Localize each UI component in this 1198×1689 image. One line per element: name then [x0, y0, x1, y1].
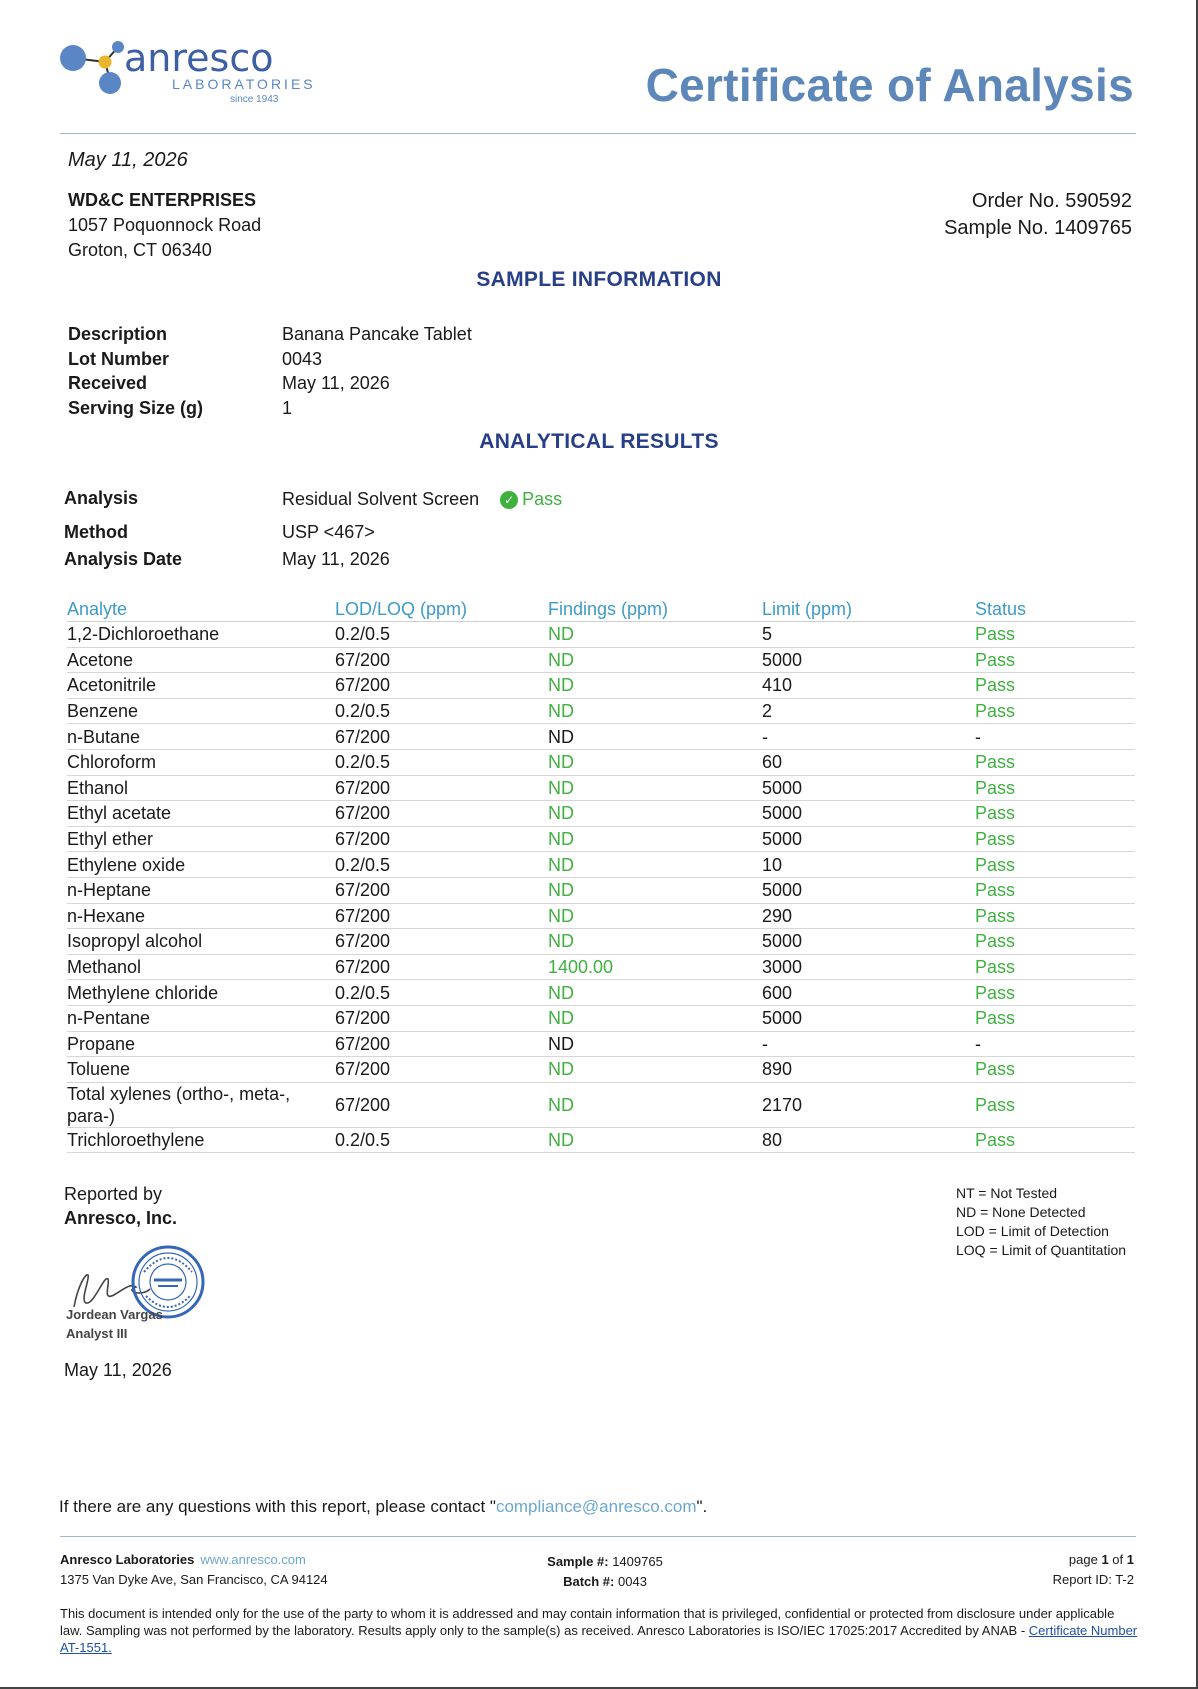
findings-cell: ND [548, 980, 762, 1006]
limit-cell: 5000 [762, 647, 975, 673]
table-row [67, 929, 1135, 955]
reported-by-label: Reported by [64, 1184, 163, 1204]
findings-cell: ND [548, 826, 762, 852]
footer-batch-label: Batch #: [563, 1574, 615, 1589]
analyte-cell: Benzene [67, 698, 335, 724]
client-name: WD&C ENTERPRISES [68, 190, 257, 210]
limit-cell: 80 [762, 1127, 975, 1153]
analyte-cell: n-Pentane [67, 1005, 335, 1031]
results-body [67, 622, 1135, 1153]
status-cell: Pass [975, 749, 1135, 775]
limit-cell: 5000 [762, 826, 975, 852]
column-header-lodloq: LOD/LOQ (ppm) [335, 597, 548, 622]
limit-cell: 60 [762, 749, 975, 775]
lodloq-cell: 67/200 [335, 929, 548, 955]
page-current: 1 [1101, 1552, 1109, 1567]
table-row [67, 1057, 1135, 1083]
lodloq-cell: 0.2/0.5 [335, 852, 548, 878]
status-cell: - [975, 1031, 1135, 1057]
analyte-cell: Chloroform [67, 749, 335, 775]
limit-cell: 2170 [762, 1082, 975, 1127]
analysis-label: Analysis [64, 488, 139, 508]
analysis-value-row [282, 489, 562, 510]
status-cell: Pass [975, 622, 1135, 648]
results-table [67, 597, 1135, 1153]
table-row [67, 826, 1135, 852]
column-header-limit: Limit (ppm) [762, 597, 975, 622]
findings-cell: ND [548, 801, 762, 827]
serving-size-value: 1 [282, 398, 293, 418]
status-cell: Pass [975, 877, 1135, 903]
lodloq-cell: 67/200 [335, 1005, 548, 1031]
findings-cell: ND [548, 724, 762, 750]
page-total: 1 [1126, 1552, 1134, 1567]
serving-size-label: Serving Size (g) [68, 398, 204, 418]
analyte-cell: Isopropyl alcohol [67, 929, 335, 955]
analyte-cell: Methylene chloride [67, 980, 335, 1006]
page-of: of [1112, 1552, 1124, 1567]
column-header-findings: Findings (ppm) [548, 597, 762, 622]
status-cell: Pass [975, 1127, 1135, 1153]
description-label: Description [68, 324, 168, 344]
analyte-cell: Methanol [67, 954, 335, 980]
analytical-results-heading: ANALYTICAL RESULTS [479, 430, 719, 453]
order-info [944, 188, 1132, 242]
analyte-cell: Trichloroethylene [67, 1127, 335, 1153]
table-row [67, 801, 1135, 827]
analyte-cell: Acetone [67, 647, 335, 673]
status-cell: Pass [975, 980, 1135, 1006]
status-cell: Pass [975, 852, 1135, 878]
legend-item: ND = None Detected [956, 1204, 1086, 1220]
method-label: Method [64, 522, 128, 542]
lodloq-cell: 67/200 [335, 1057, 548, 1083]
findings-cell: ND [548, 929, 762, 955]
report-date: May 11, 2026 [68, 149, 188, 171]
lodloq-cell: 0.2/0.5 [335, 698, 548, 724]
signature-date: May 11, 2026 [64, 1360, 172, 1380]
lodloq-cell: 67/200 [335, 673, 548, 699]
logo-subtext: LABORATORIES [172, 76, 316, 92]
footer-batch-value: 0043 [618, 1574, 647, 1589]
header-divider [60, 133, 1136, 134]
findings-cell: ND [548, 622, 762, 648]
lodloq-cell: 0.2/0.5 [335, 749, 548, 775]
disclaimer [60, 1605, 1140, 1656]
analyte-cell: Ethyl acetate [67, 801, 335, 827]
analysis-status [500, 489, 562, 509]
table-row [67, 647, 1135, 673]
certificate-link[interactable]: Certificate Number AT-1551. [60, 1623, 1138, 1655]
status-cell: Pass [975, 1005, 1135, 1031]
column-header-analyte: Analyte [67, 597, 335, 622]
analyte-cell: Ethanol [67, 775, 335, 801]
analyte-cell: Ethyl ether [67, 826, 335, 852]
findings-cell: ND [548, 877, 762, 903]
table-row [67, 980, 1135, 1006]
status-cell: Pass [975, 1057, 1135, 1083]
order-number: Order No. 590592 [971, 190, 1132, 212]
column-header-status: Status [975, 597, 1135, 622]
table-row [67, 1031, 1135, 1057]
limit-cell: 5 [762, 622, 975, 648]
status-cell: Pass [975, 698, 1135, 724]
limit-cell: - [762, 1031, 975, 1057]
table-row [67, 877, 1135, 903]
client-address-line2: Groton, CT 06340 [68, 240, 212, 260]
abbreviation-legend [956, 1184, 1132, 1260]
received-label: Received [68, 373, 148, 393]
analyte-cell: n-Heptane [67, 877, 335, 903]
lodloq-cell: 67/200 [335, 724, 548, 750]
status-cell: Pass [975, 647, 1135, 673]
limit-cell: 5000 [762, 929, 975, 955]
findings-cell: ND [548, 647, 762, 673]
table-row [67, 622, 1135, 648]
lodloq-cell: 0.2/0.5 [335, 622, 548, 648]
analyte-cell: Total xylenes (ortho-, meta-, para-) [67, 1082, 335, 1127]
analyte-cell: n-Hexane [67, 903, 335, 929]
footer-address: 1375 Van Dyke Ave, San Francisco, CA 94124 [60, 1572, 328, 1587]
anresco-logo [60, 38, 320, 113]
findings-cell: ND [548, 1082, 762, 1127]
analyte-cell: Ethylene oxide [67, 852, 335, 878]
status-cell: Pass [975, 673, 1135, 699]
lot-label: Lot Number [68, 349, 169, 369]
table-row [67, 749, 1135, 775]
findings-cell: ND [548, 775, 762, 801]
lot-value: 0043 [282, 349, 323, 369]
contact-suffix: ". [696, 1497, 708, 1516]
status-cell: Pass [975, 826, 1135, 852]
legend-item: NT = Not Tested [956, 1185, 1058, 1201]
analyte-cell: Toluene [67, 1057, 335, 1083]
contact-line [59, 1497, 707, 1517]
lodloq-cell: 67/200 [335, 877, 548, 903]
analyte-cell: Propane [67, 1031, 335, 1057]
footer-sample-label: Sample #: [547, 1554, 609, 1569]
limit-cell: 410 [762, 673, 975, 699]
results-header-row [67, 597, 1135, 622]
findings-cell: ND [548, 1057, 762, 1083]
findings-cell: ND [548, 673, 762, 699]
check-circle-icon: ✓ [500, 491, 518, 509]
analysis-date-label: Analysis Date [64, 549, 183, 569]
table-row [67, 954, 1135, 980]
status-cell: Pass [975, 1082, 1135, 1127]
analyte-cell: n-Butane [67, 724, 335, 750]
findings-cell: ND [548, 698, 762, 724]
limit-cell: 10 [762, 852, 975, 878]
analysis-date-value: May 11, 2026 [282, 549, 390, 569]
footer-website-link[interactable]: www.anresco.com [200, 1552, 306, 1567]
limit-cell: 5000 [762, 877, 975, 903]
table-row [67, 724, 1135, 750]
lodloq-cell: 67/200 [335, 647, 548, 673]
limit-cell: - [762, 724, 975, 750]
limit-cell: 5000 [762, 775, 975, 801]
sample-number: Sample No. 1409765 [944, 217, 1132, 239]
table-row [67, 1082, 1135, 1127]
limit-cell: 600 [762, 980, 975, 1006]
analyte-cell: 1,2-Dichloroethane [67, 622, 335, 648]
table-row [67, 903, 1135, 929]
footer-lab-info [60, 1550, 328, 1590]
status-cell: Pass [975, 903, 1135, 929]
analyst-info [66, 1305, 163, 1343]
lodloq-cell: 67/200 [335, 954, 548, 980]
findings-cell: 1400.00 [548, 954, 762, 980]
analyst-title: Analyst III [66, 1326, 128, 1341]
lodloq-cell: 67/200 [335, 826, 548, 852]
table-row [67, 775, 1135, 801]
document-title: Certificate of Analysis [645, 59, 1134, 111]
contact-email-link[interactable]: compliance@anresco.com [495, 1497, 697, 1516]
page-prefix: page [1068, 1552, 1098, 1567]
footer-page-info [1053, 1550, 1134, 1590]
description-value: Banana Pancake Tablet [282, 324, 472, 344]
report-id: Report ID: T-2 [1052, 1572, 1134, 1587]
lodloq-cell: 67/200 [335, 1031, 548, 1057]
reported-by [64, 1182, 177, 1230]
findings-cell: ND [548, 852, 762, 878]
footer-sample-value: 1409765 [612, 1554, 663, 1569]
table-row [67, 1005, 1135, 1031]
lodloq-cell: 67/200 [335, 801, 548, 827]
client-address [68, 188, 261, 263]
findings-cell: ND [548, 1005, 762, 1031]
analyst-name: Jordean Vargas [66, 1307, 163, 1322]
lodloq-cell: 0.2/0.5 [335, 1127, 548, 1153]
logo-since: since 1943 [230, 94, 279, 105]
footer-sample-info [500, 1552, 710, 1592]
lodloq-cell: 67/200 [335, 775, 548, 801]
status-cell: - [975, 724, 1135, 750]
table-row [67, 673, 1135, 699]
findings-cell: ND [548, 1031, 762, 1057]
findings-cell: ND [548, 749, 762, 775]
client-address-line1: 1057 Poquonnock Road [68, 215, 262, 235]
status-cell: Pass [975, 775, 1135, 801]
contact-prefix: If there are any questions with this report, please contact " [59, 1497, 496, 1516]
lodloq-cell: 67/200 [335, 1082, 548, 1127]
findings-cell: ND [548, 903, 762, 929]
limit-cell: 3000 [762, 954, 975, 980]
table-row [67, 852, 1135, 878]
received-value: May 11, 2026 [282, 373, 390, 393]
table-row [67, 1127, 1135, 1153]
legend-item: LOD = Limit of Detection [956, 1223, 1109, 1239]
analysis-status-text: Pass [522, 489, 563, 509]
status-cell: Pass [975, 929, 1135, 955]
limit-cell: 5000 [762, 801, 975, 827]
findings-cell: ND [548, 1127, 762, 1153]
logo-wordmark: anresco [124, 36, 274, 80]
lodloq-cell: 67/200 [335, 903, 548, 929]
reported-by-company: Anresco, Inc. [64, 1208, 178, 1228]
table-row [67, 698, 1135, 724]
disclaimer-text: This document is intended only for the use of the party to whom it is addressed and may contain information that is privileged, confidential or protected from disclosure under applicable law. Sampling was not performed by the laboratory. Results apply only to the sample(s) as received. Anresco Laboratories is ISO/IEC 17025:2017 Accredited by ANAB - [60, 1606, 1115, 1638]
analyte-cell: Acetonitrile [67, 673, 335, 699]
limit-cell: 2 [762, 698, 975, 724]
status-cell: Pass [975, 801, 1135, 827]
sample-information-heading: SAMPLE INFORMATION [476, 268, 722, 291]
limit-cell: 890 [762, 1057, 975, 1083]
footer-lab-name: Anresco Laboratories [60, 1552, 195, 1567]
analysis-value: Residual Solvent Screen [282, 489, 480, 509]
method-value: USP <467> [282, 522, 375, 542]
limit-cell: 5000 [762, 1005, 975, 1031]
lodloq-cell: 0.2/0.5 [335, 980, 548, 1006]
status-cell: Pass [975, 954, 1135, 980]
limit-cell: 290 [762, 903, 975, 929]
footer-divider [60, 1536, 1136, 1537]
legend-item: LOQ = Limit of Quantitation [956, 1242, 1127, 1258]
